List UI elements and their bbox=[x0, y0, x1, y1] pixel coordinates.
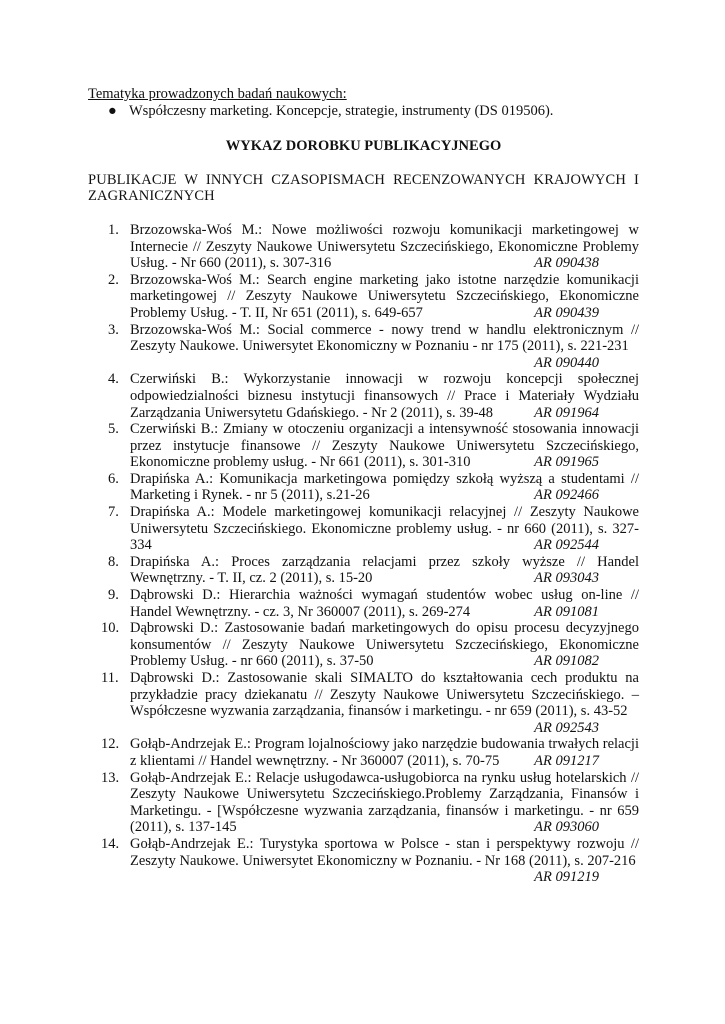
publication-citation: Dąbrowski D.: Zastosowanie skali SIMALTO do kształtowania cech produktu na przykładzie pracy dziekanatu // Zeszyty Naukowe Uniwersytetu Szczecińskiego. – Współczesne wyzwania zarządzania, finansów i marketingu. - nr 659 (2011), s. 43-52 bbox=[130, 670, 639, 720]
publication-number: 1. bbox=[108, 221, 119, 238]
publication-text bbox=[130, 471, 639, 504]
publication-number: 9. bbox=[108, 587, 119, 604]
publication-item bbox=[88, 222, 639, 272]
publication-item bbox=[88, 371, 639, 421]
publication-text bbox=[130, 322, 639, 355]
publication-code: AR 092544 bbox=[534, 537, 599, 554]
publication-number: 4. bbox=[108, 371, 119, 388]
research-topics-list bbox=[88, 103, 639, 120]
publication-citation: Czerwiński B.: Zmiany w otoczeniu organizacji a intensywność stosowania innowacji przez instytucje finansowe // Zeszyty Naukowe Uniwersytetu Szczecińskiego, Ekonomiczne problemy usług. - Nr 661 (2011), s. 301-310 bbox=[130, 421, 639, 471]
publication-text bbox=[130, 587, 639, 620]
publication-citation: Czerwiński B.: Wykorzystanie innowacji w rozwoju koncepcji społecznej odpowiedzialności biznesu instytucji finansowych // Prace i Materiały Wydziału Zarządzania Uniwersytetu Gdańskiego. - Nr 2 (2011), s. 39-48 bbox=[130, 371, 639, 421]
publication-text bbox=[130, 222, 639, 272]
publication-citation: Drapińska A.: Komunikacja marketingowa pomiędzy szkołą wyższą a studentami // Marketing i Rynek. - nr 5 (2011), s.21-26 bbox=[130, 470, 639, 504]
publication-code: AR 090439 bbox=[534, 304, 599, 321]
publication-list bbox=[88, 222, 639, 886]
publication-number: 12. bbox=[101, 736, 120, 753]
publication-item bbox=[88, 272, 639, 322]
publication-number: 3. bbox=[108, 321, 119, 338]
publication-number: 13. bbox=[101, 769, 120, 786]
publication-item bbox=[88, 504, 639, 554]
publication-text bbox=[130, 421, 639, 471]
publication-citation: Gołąb-Andrzejak E.: Relacje usługodawca-usługobiorca na rynku usług hotelarskich // Zeszyty Naukowe Uniwersytetu Szczecińskiego.Problemy Zarządzania, Finansów i Marketingu. - [Współczesne wyzwania zarządzania, finansów i marketingu. - nr 659 (2011), s. 137-145 bbox=[130, 769, 639, 836]
publication-citation: Dąbrowski D.: Zastosowanie badań marketingowych do opisu procesu decyzyjnego konsumentów // Zeszyty Naukowe Uniwersytetu Szczecińskiego, Ekonomiczne Problemy Usług. - nr 660 (2011), s. 37-50 bbox=[130, 620, 639, 670]
publication-number: 11. bbox=[101, 670, 119, 686]
research-topic-text: Współczesny marketing. Koncepcje, strategie, instrumenty (DS 019506). bbox=[129, 102, 554, 119]
publication-citation: Brzozowska-Woś M.: Social commerce - nowy trend w handlu elektronicznym // Zeszyty Naukowe. Uniwersytet Ekonomiczny w Poznaniu - nr 175 (2011), s. 221-231 bbox=[130, 321, 639, 355]
publication-number: 6. bbox=[108, 470, 119, 487]
publication-code: AR 093043 bbox=[534, 570, 599, 587]
publication-text bbox=[130, 504, 639, 554]
publication-code: AR 092466 bbox=[534, 487, 599, 504]
publication-item bbox=[88, 836, 639, 886]
publication-citation: Gołąb-Andrzejak E.: Program lojalnościowy jako narzędzie budowania trwałych relacji z klientami // Handel wewnętrzny. - Nr 360007 (2011), s. 70-75 bbox=[130, 736, 639, 769]
publication-number: 5. bbox=[108, 421, 119, 438]
publication-code: AR 091219 bbox=[534, 869, 599, 886]
publication-item bbox=[88, 670, 639, 736]
section-title: PUBLIKACJE W INNYCH CZASOPISMACH RECENZOWANYCH KRAJOWYCH I ZAGRANICZNYCH bbox=[88, 171, 639, 205]
publication-item bbox=[88, 587, 639, 620]
publication-citation: Gołąb-Andrzejak E.: Turystyka sportowa w Polsce - stan i perspektywy rozwoju // Zeszyty Naukowe. Uniwersytet Ekonomiczny w Poznaniu. - Nr 168 (2011), s. 207-216 bbox=[130, 835, 639, 869]
publication-item bbox=[88, 471, 639, 504]
publication-text bbox=[130, 770, 639, 836]
publication-item bbox=[88, 322, 639, 372]
publication-text bbox=[130, 835, 639, 886]
publication-number: 10. bbox=[101, 620, 120, 637]
publication-text bbox=[130, 736, 639, 769]
publication-item bbox=[88, 736, 639, 769]
publication-number: 8. bbox=[108, 553, 119, 570]
publication-code: AR 091965 bbox=[534, 454, 599, 471]
publication-text bbox=[130, 670, 639, 720]
publication-number: 14. bbox=[101, 835, 120, 852]
publication-code: AR 091081 bbox=[534, 603, 599, 620]
bullet-icon: ● bbox=[108, 102, 117, 119]
publication-citation: Brzozowska-Woś M.: Nowe możliwości rozwoju komunikacji marketingowej w Internecie // Zeszyty Naukowe Uniwersytetu Szczecińskiego, Ekonomiczne Problemy Usług. - Nr 660 (2011), s. 307-316 bbox=[130, 221, 639, 272]
publication-number: 7. bbox=[108, 504, 119, 521]
publication-citation: Drapińska A.: Proces zarządzania relacjami przez szkoły wyższe // Handel Wewnętrzny. - T. II, cz. 2 (2011), s. 15-20 bbox=[130, 553, 639, 587]
publication-item bbox=[88, 620, 639, 670]
research-topic-item bbox=[88, 103, 639, 120]
publication-item bbox=[88, 421, 639, 471]
publication-code: AR 092543 bbox=[534, 719, 599, 736]
publication-number: 2. bbox=[108, 271, 119, 288]
publication-text bbox=[130, 272, 639, 322]
publication-code: AR 091964 bbox=[534, 404, 599, 421]
publication-citation: Brzozowska-Woś M.: Search engine marketing jako istotne narzędzie komunikacji marketingowej // Zeszyty Naukowe Uniwersytetu Szczecińskiego, Ekonomiczne Problemy Usług. - T. II, Nr 651 (2011), s. 649-657 bbox=[130, 271, 639, 321]
publication-citation: Drapińska A.: Modele marketingowej komunikacji relacyjnej // Zeszyty Naukowe Uniwersytetu Szczecińskiego. Ekonomiczne problemy usług. - nr 660 (2011), s. 327-334 bbox=[130, 504, 639, 554]
publication-citation: Dąbrowski D.: Hierarchia ważności wymagań studentów wobec usług on-line // Handel Wewnętrzny. - cz. 3, Nr 360007 (2011), s. 269-274 bbox=[130, 587, 639, 620]
research-topics-heading: Tematyka prowadzonych badań naukowych: bbox=[88, 86, 347, 102]
publication-item bbox=[88, 770, 639, 836]
publication-item bbox=[88, 554, 639, 587]
publication-code: AR 091217 bbox=[534, 752, 599, 769]
publication-code: AR 093060 bbox=[534, 819, 599, 836]
document-title: WYKAZ DOROBKU PUBLIKACYJNEGO bbox=[225, 138, 502, 155]
publication-text bbox=[130, 620, 639, 670]
publication-text bbox=[130, 554, 639, 587]
publication-code: AR 090438 bbox=[534, 255, 599, 272]
publication-code: AR 090440 bbox=[534, 354, 599, 371]
publication-text bbox=[130, 371, 639, 421]
publication-code: AR 091082 bbox=[534, 653, 599, 670]
